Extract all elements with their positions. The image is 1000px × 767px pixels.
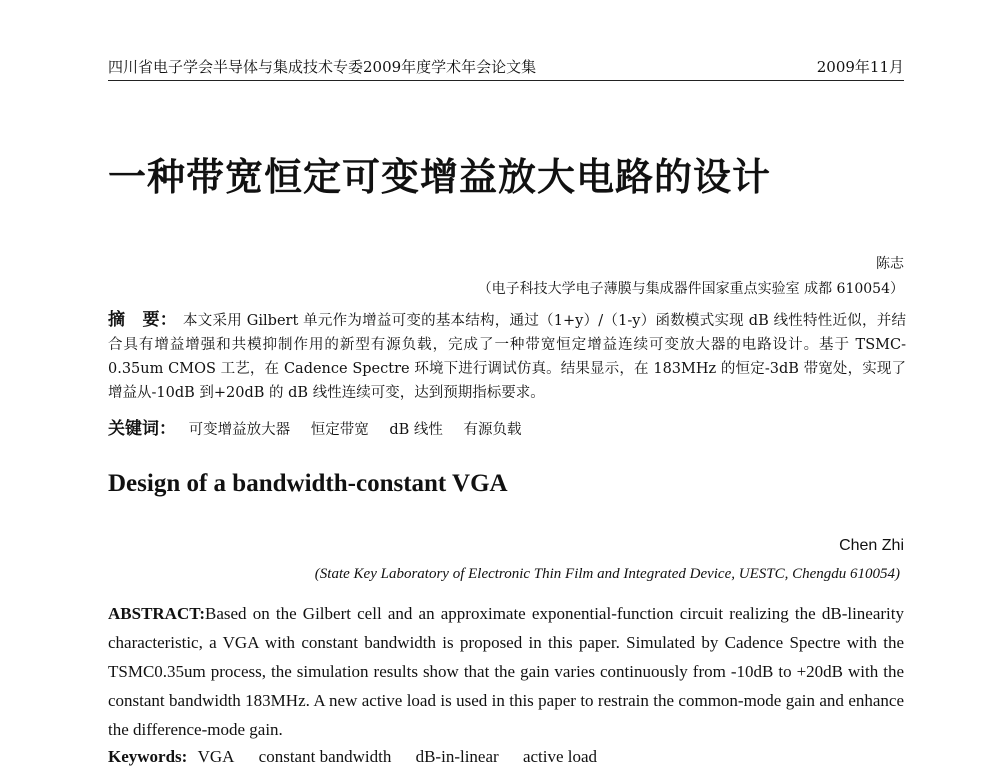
chinese-abstract-label: 摘 要： <box>108 310 177 330</box>
english-abstract <box>108 599 904 744</box>
english-keywords-label: Keywords: <box>108 747 188 766</box>
english-keyword: dB-in-linear <box>415 747 499 766</box>
chinese-author: 陈志 <box>876 256 904 272</box>
english-keyword: active load <box>522 747 598 766</box>
english-keyword: constant bandwidth <box>258 747 392 766</box>
chinese-affiliation: （电子科技大学电子薄膜与集成器件国家重点实验室 成都 610054） <box>477 281 904 297</box>
proceedings-title: 四川省电子学会半导体与集成技术专委2009年度学术年会论文集 <box>108 58 537 76</box>
publication-date: 2009年11月 <box>816 58 904 76</box>
english-title: Design of a bandwidth-constant VGA <box>108 470 508 497</box>
english-abstract-text: Based on the Gilbert cell and an approximate exponential-function circuit realizing the dB-linearity characteristic, a VGA with constant bandwidth is proposed in this paper. Simulated by Cadence Spectre with the TSMC0.35um process, the simulation results show that the gain varies continuously from -10dB to +20dB with the constant bandwidth 183MHz. A new active load is used in this paper to restrain the common-mode gain and enhance the difference-mode gain. <box>108 604 904 739</box>
running-header <box>108 54 904 81</box>
chinese-keyword: dB 线性 <box>389 422 443 438</box>
chinese-abstract <box>108 308 906 405</box>
english-author: Chen Zhi <box>839 537 904 554</box>
chinese-abstract-text: 本文采用 Gilbert 单元作为增益可变的基本结构，通过（1+y）/（1-y）函数模式实现 dB 线性特性近似，并结合具有增益增强和共模抑制作用的新型有源负载，完成了一种带宽恒定增益连续可变放大器的电路设计。基于 TSMC-0.35um CMOS 工艺，在 Cadence Spectre 环境下进行调试仿真。结果显示，在 183MHz 的恒定-3dB 带宽处，实现了增益从-10dB 到+20dB 的 dB 线性连续可变，达到预期指标要求。 <box>108 313 907 401</box>
chinese-keyword: 有源负载 <box>463 422 522 438</box>
english-abstract-label: ABSTRACT: <box>108 604 205 623</box>
english-keywords <box>108 747 904 767</box>
english-keyword: VGA <box>197 747 235 766</box>
chinese-keyword: 可变增益放大器 <box>188 422 291 438</box>
english-affiliation: (State Key Laboratory of Electronic Thin Film and Integrated Device, UESTC, Chengdu 610054) <box>314 566 900 582</box>
chinese-title: 一种带宽恒定可变增益放大电路的设计 <box>108 155 772 199</box>
chinese-keywords-label: 关键词： <box>108 419 176 439</box>
chinese-keywords <box>108 414 906 439</box>
chinese-keyword: 恒定带宽 <box>310 422 369 438</box>
